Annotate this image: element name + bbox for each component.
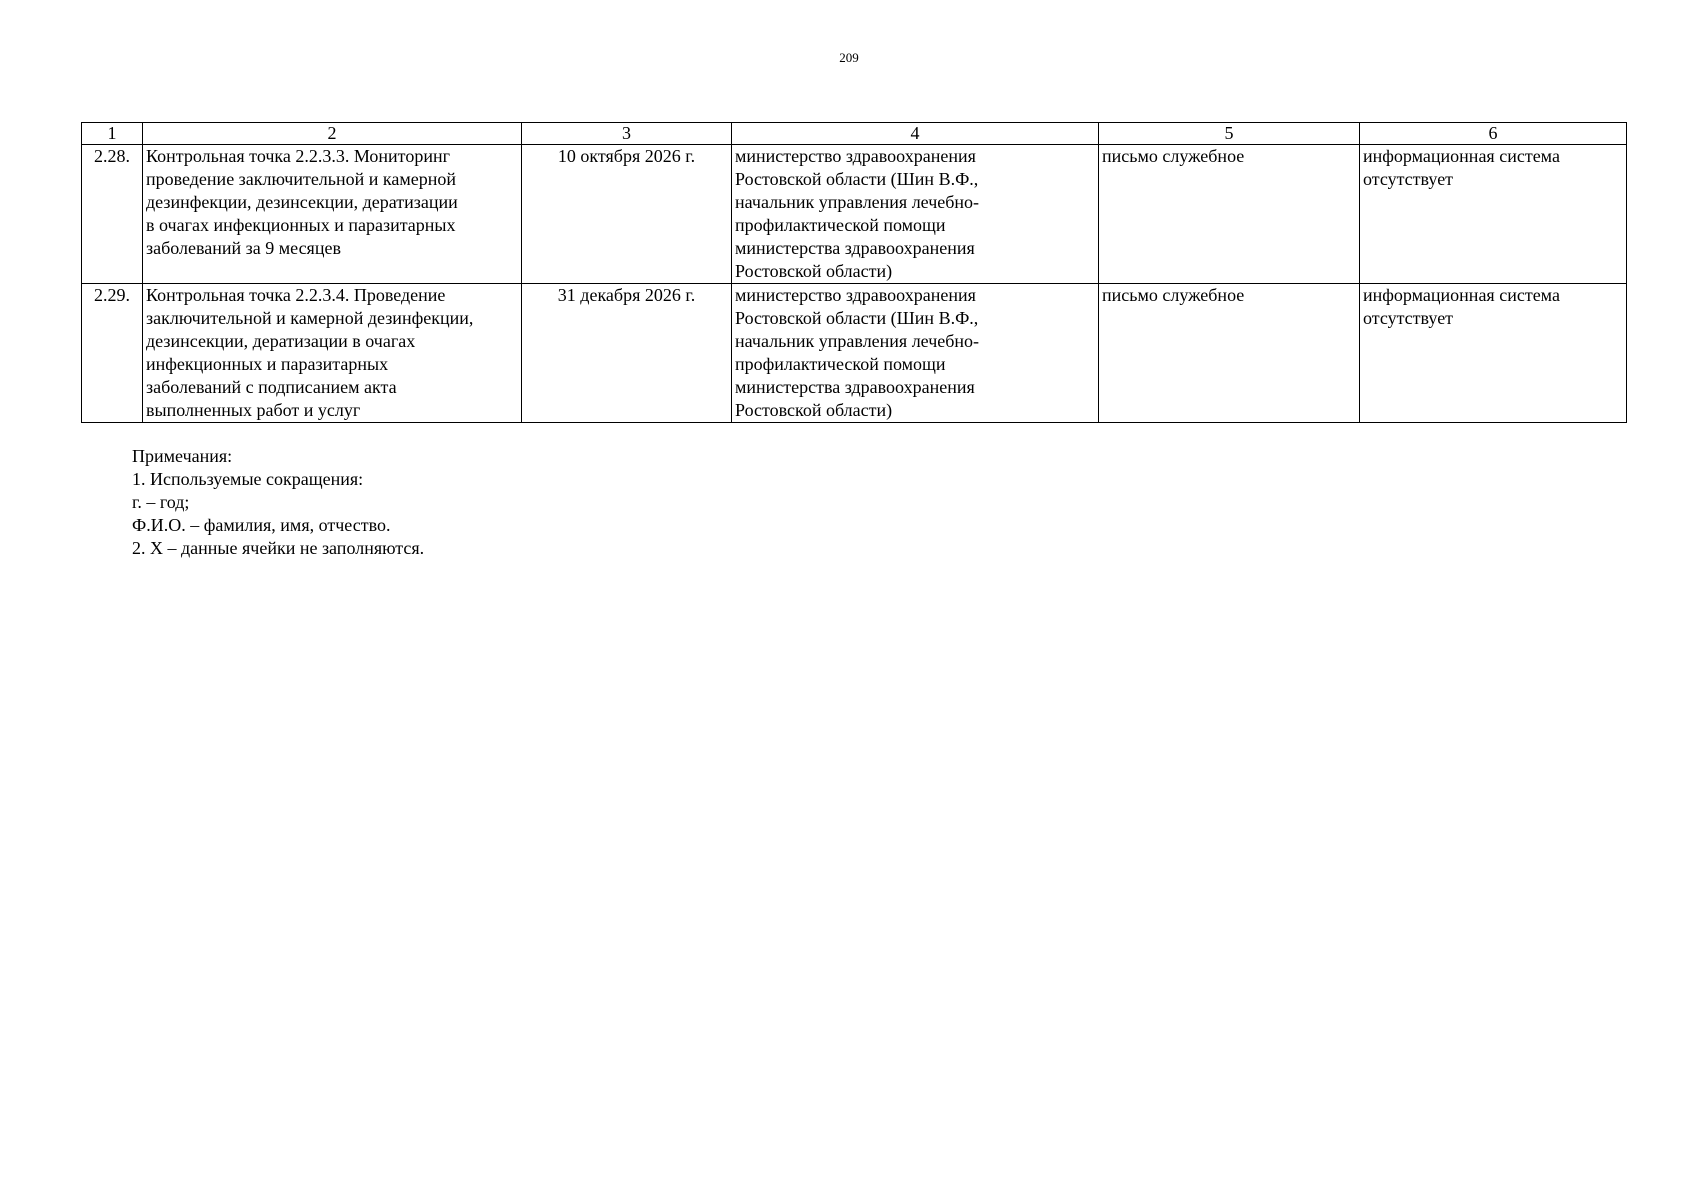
information-system bbox=[1360, 284, 1627, 423]
text-line: министерства здравоохранения bbox=[735, 238, 975, 258]
document-type: письмо служебное bbox=[1099, 145, 1360, 284]
note-line: г. – год; bbox=[132, 492, 190, 512]
text-line: министерство здравоохранения bbox=[735, 146, 976, 166]
notes-title: Примечания: bbox=[132, 446, 233, 466]
text-line: дезинфекции, дезинсекции, дератизации bbox=[146, 192, 458, 212]
responsible-person bbox=[732, 145, 1099, 284]
note-line: 1. Используемые сокращения: bbox=[132, 469, 364, 489]
table-header-row bbox=[82, 123, 1627, 145]
text-line: выполненных работ и услуг bbox=[146, 400, 361, 420]
text-line: Ростовской области (Шин В.Ф., bbox=[735, 308, 979, 328]
text-line: Ростовской области) bbox=[735, 261, 893, 281]
deadline-date: 10 октября 2026 г. bbox=[522, 145, 732, 284]
text-line: информационная система bbox=[1363, 285, 1560, 305]
table-row bbox=[82, 284, 1627, 423]
text-line: Ростовской области) bbox=[735, 400, 893, 420]
text-line: профилактической помощи bbox=[735, 354, 946, 374]
control-point-name bbox=[143, 145, 522, 284]
text-line: начальник управления лечебно- bbox=[735, 192, 980, 212]
note-line: 2. X – данные ячейки не заполняются. bbox=[132, 538, 425, 558]
table-row bbox=[82, 145, 1627, 284]
page-number: 209 bbox=[839, 50, 859, 65]
text-line: в очагах инфекционных и паразитарных bbox=[146, 215, 456, 235]
column-header: 2 bbox=[143, 123, 522, 145]
row-number: 2.28. bbox=[82, 145, 143, 284]
text-line: инфекционных и паразитарных bbox=[146, 354, 389, 374]
column-header: 4 bbox=[732, 123, 1099, 145]
responsible-person bbox=[732, 284, 1099, 423]
text-line: проведение заключительной и камерной bbox=[146, 169, 457, 189]
text-line: министерство здравоохранения bbox=[735, 285, 976, 305]
text-line: отсутствует bbox=[1363, 169, 1454, 189]
text-line: заболеваний за 9 месяцев bbox=[146, 238, 341, 258]
text-line: Ростовской области (Шин В.Ф., bbox=[735, 169, 979, 189]
text-line: министерства здравоохранения bbox=[735, 377, 975, 397]
text-line: начальник управления лечебно- bbox=[735, 331, 980, 351]
row-number: 2.29. bbox=[82, 284, 143, 423]
column-header: 3 bbox=[522, 123, 732, 145]
text-line: заключительной и камерной дезинфекции, bbox=[146, 308, 474, 328]
deadline-date: 31 декабря 2026 г. bbox=[522, 284, 732, 423]
column-header: 5 bbox=[1099, 123, 1360, 145]
column-header: 6 bbox=[1360, 123, 1627, 145]
control-points-table bbox=[81, 122, 1627, 423]
text-line: информационная система bbox=[1363, 146, 1560, 166]
text-line: заболеваний с подписанием акта bbox=[146, 377, 397, 397]
text-line: дезинсекции, дератизации в очагах bbox=[146, 331, 416, 351]
text-line: Контрольная точка 2.2.3.3. Мониторинг bbox=[146, 146, 450, 166]
note-line: Ф.И.О. – фамилия, имя, отчество. bbox=[132, 515, 391, 535]
text-line: Контрольная точка 2.2.3.4. Проведение bbox=[146, 285, 446, 305]
column-header: 1 bbox=[82, 123, 143, 145]
control-point-name bbox=[143, 284, 522, 423]
notes-section bbox=[132, 445, 424, 560]
text-line: отсутствует bbox=[1363, 308, 1454, 328]
document-type: письмо служебное bbox=[1099, 284, 1360, 423]
text-line: профилактической помощи bbox=[735, 215, 946, 235]
information-system bbox=[1360, 145, 1627, 284]
